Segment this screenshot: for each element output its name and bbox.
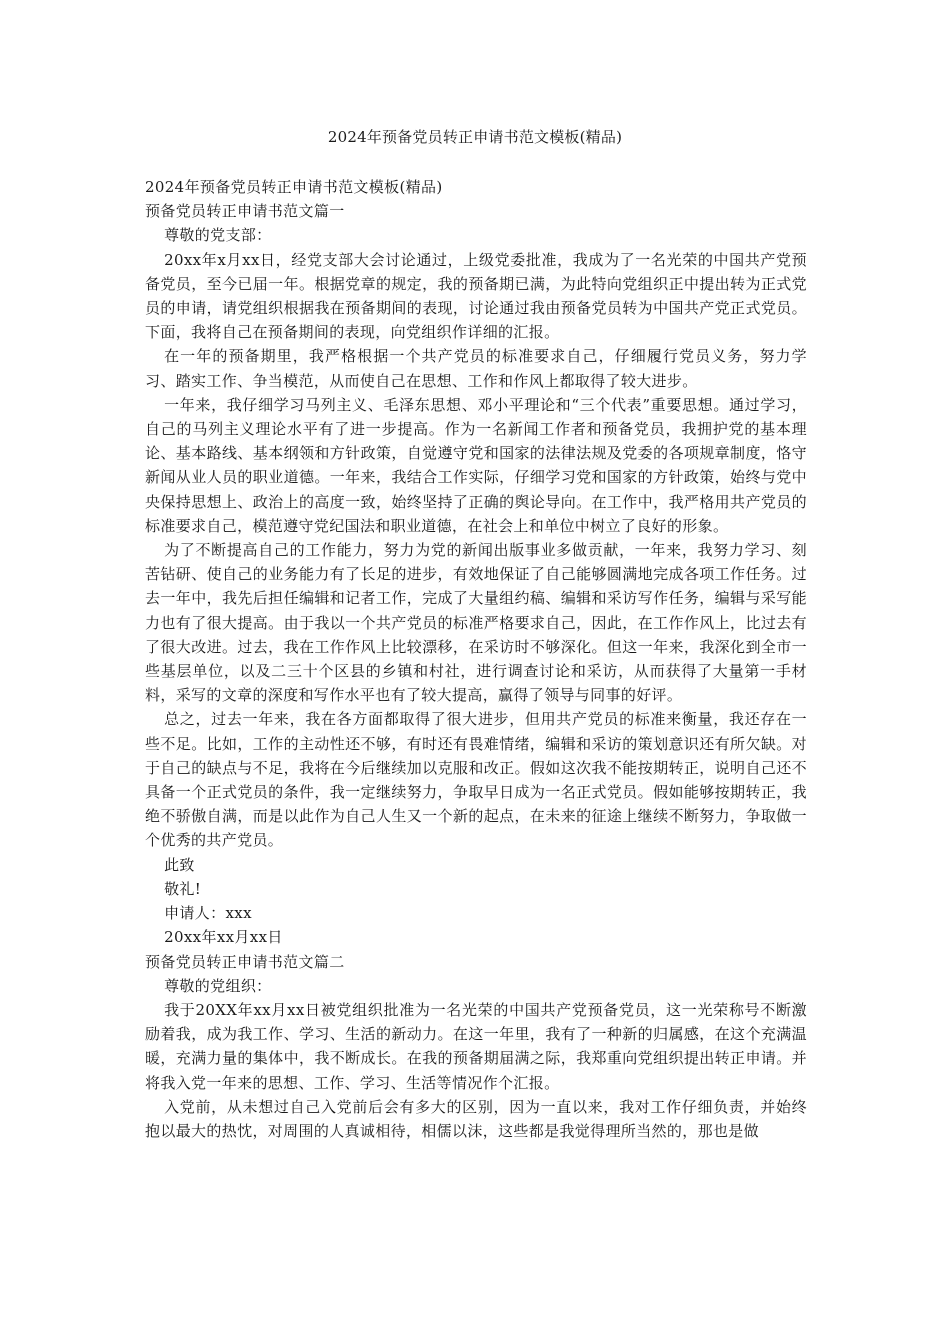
paragraph: 我于20XX年xx月xx日被党组织批准为一名光荣的中国共产党预备党员，这一光荣称号不断激励着我，成为我工作、学习、生活的新动力。在这一年里，我有了一种新的归属感，在这个充满温暖，充满力量的集体中，我不断成长。在我的预备期届满之际，我郑重向党组织提出转正申请。并将我入党一年来的思想、工作、学习、生活等情况作个汇报。 — [145, 1000, 807, 1092]
paragraph: 一年来，我仔细学习马列主义、毛泽东思想、邓小平理论和“三个代表”重要思想。通过学习，自己的马列主义理论水平有了进一步提高。作为一名新闻工作者和预备党员，我拥护党的基本理论、基本路线、基本纲领和方针政策，自觉遵守党和国家的法律法规及党委的各项规章制度，恪守新闻从业人员的职业道德。一年来，我结合工作实际，仔细学习党和国家的方针政策，始终与党中央保持思想上、政治上的高度一致，始终坚持了正确的舆论导向。在工作中，我严格用共产党员的标准要求自己，模范遵守党纪国法和职业道德，在社会上和单位中树立了良好的形象。 — [145, 395, 807, 535]
paragraph: 20xx年x月xx日，经党支部大会讨论通过，上级党委批准，我成为了一名光荣的中国共产党预备党员，至今已届一年。根据党章的规定，我的预备期已满，为此特向党组织正中提出转为正式党员的申请，请党组织根据我在预备期间的表现，讨论通过我由预备党员转为中国共产党正式党员。下面，我将自己在预备期间的表现，向党组织作详细的汇报。 — [145, 250, 807, 342]
document-subtitle: 2024年预备党员转正申请书范文模板(精品) — [145, 178, 443, 196]
paragraph: 入党前，从未想过自己入党前后会有多大的区别，因为一直以来，我对工作仔细负责，并始终抱以最大的热忱，对周围的人真诚相待，相儒以沫，这些都是我觉得理所当然的，那也是做 — [145, 1097, 807, 1140]
document-body — [145, 175, 807, 1143]
section-heading: 预备党员转正申请书范文篇二 — [145, 952, 345, 971]
paragraph: 为了不断提高自己的工作能力，努力为党的新闻出版事业多做贡献，一年来，我努力学习、刻苦钻研、使自己的业务能力有了长足的进步，有效地保证了自己能够圆满地完成各项工作任务。过去一年中，我先后担任编辑和记者工作，完成了大量组约稿、编辑和采访写作任务，编辑与采写能力也有了很大提高。由于我以一个共产党员的标准严格要求自己，因此，在工作作风上，比过去有了很大改进。过去，我在工作作风上比较漂移，在采访时不够深化。但这一年来，我深化到全市一些基层单位，以及二三十个区县的乡镇和村社，进行调查讨论和采访，从而获得了大量第一手材料，采写的文章的深度和写作水平也有了较大提高，赢得了领导与同事的好评。 — [145, 541, 807, 705]
section-heading: 预备党员转正申请书范文篇一 — [145, 202, 345, 221]
date: 20xx年xx月xx日 — [164, 928, 283, 947]
paragraph: 在一年的预备期里，我严格根据一个共产党员的标准要求自己，仔细履行党员义务，努力学习、踏实工作、争当模范，从而使自己在思想、工作和作风上都取得了较大进步。 — [145, 347, 807, 390]
closing: 此致 — [164, 855, 195, 874]
salutation: 尊敬的党组织： — [164, 976, 272, 995]
paragraph: 总之，过去一年来，我在各方面都取得了很大进步，但用共产党员的标准来衡量，我还存在一些不足。比如，工作的主动性还不够，有时还有畏难情绪，编辑和采访的策划意识还有所欠缺。对于自己的缺点与不足，我将在今后继续加以克服和改正。假如这次我不能按期转正，说明自己还不具备一个正式党员的条件，我一定继续努力，争取早日成为一名正式党员。假如能够按期转正，我绝不骄傲自满，而是以此作为自己人生又一个新的起点，在未来的征途上继续不断努力，争取做一个优秀的共产党员。 — [145, 710, 807, 850]
salutation: 尊敬的党支部： — [164, 226, 272, 245]
document-title: 2024年预备党员转正申请书范文模板(精品) — [327, 128, 623, 146]
regards: 敬礼! — [164, 879, 202, 898]
applicant: 申请人：xxx — [164, 904, 252, 923]
